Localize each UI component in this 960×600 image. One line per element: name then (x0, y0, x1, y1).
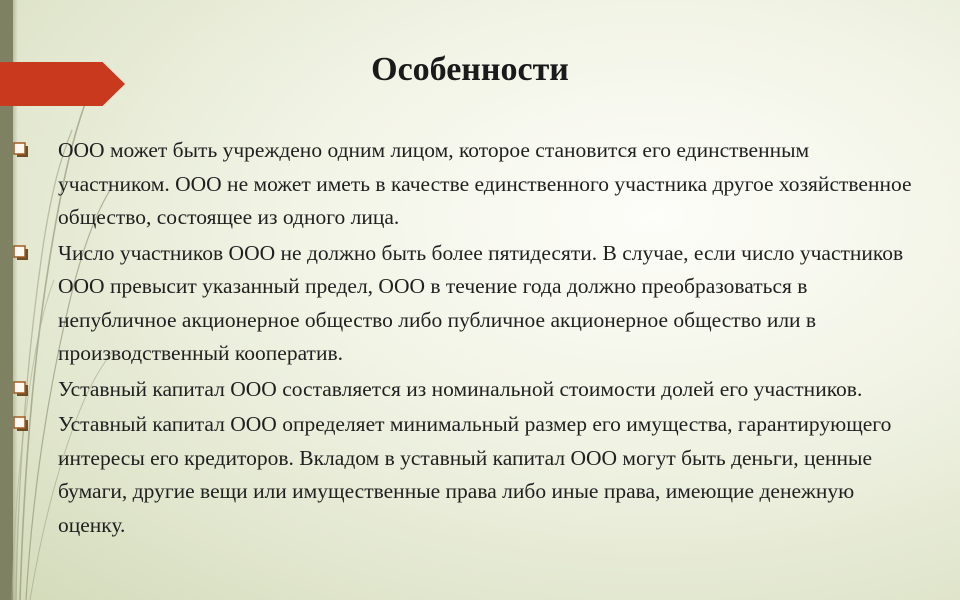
slide-title: Особенности (371, 51, 569, 88)
bullet-item (0, 408, 960, 542)
bullet-text: Уставный капитал ООО определяет минимальный размер его имущества, гарантирующего интересы его кредиторов. Вкладом в уставный капитал ООО могут быть деньги, ценные бумаги, другие вещи или имущественные права либо иные права, имеющие денежную оценку. (58, 412, 892, 537)
checkbox-square-icon (12, 415, 30, 433)
checkbox-square-icon (12, 380, 30, 398)
bullet-item (0, 134, 960, 235)
bullet-item (0, 237, 960, 371)
bullet-text: ООО может быть учреждено одним лицом, которое становится его единственным участником. ООО не может иметь в качестве единственного участника другое хозяйственное общество, состоящее из одного лица. (58, 138, 912, 229)
checkbox-square-icon (12, 141, 30, 159)
bullet-text: Число участников ООО не должно быть более пятидесяти. В случае, если число участников ООО превысит указанный предел, ООО в течение года должно преобразоваться в непубличное акционерное общество либо публичное акционерное общество или в производственный кооператив. (58, 240, 904, 365)
bullet-item (0, 373, 960, 407)
checkbox-square-icon (12, 244, 30, 262)
title-accent-arrow (0, 62, 125, 106)
bullet-list (0, 134, 960, 542)
bullet-text: Уставный капитал ООО составляется из номинальной стоимости долей его участников. (58, 376, 863, 401)
